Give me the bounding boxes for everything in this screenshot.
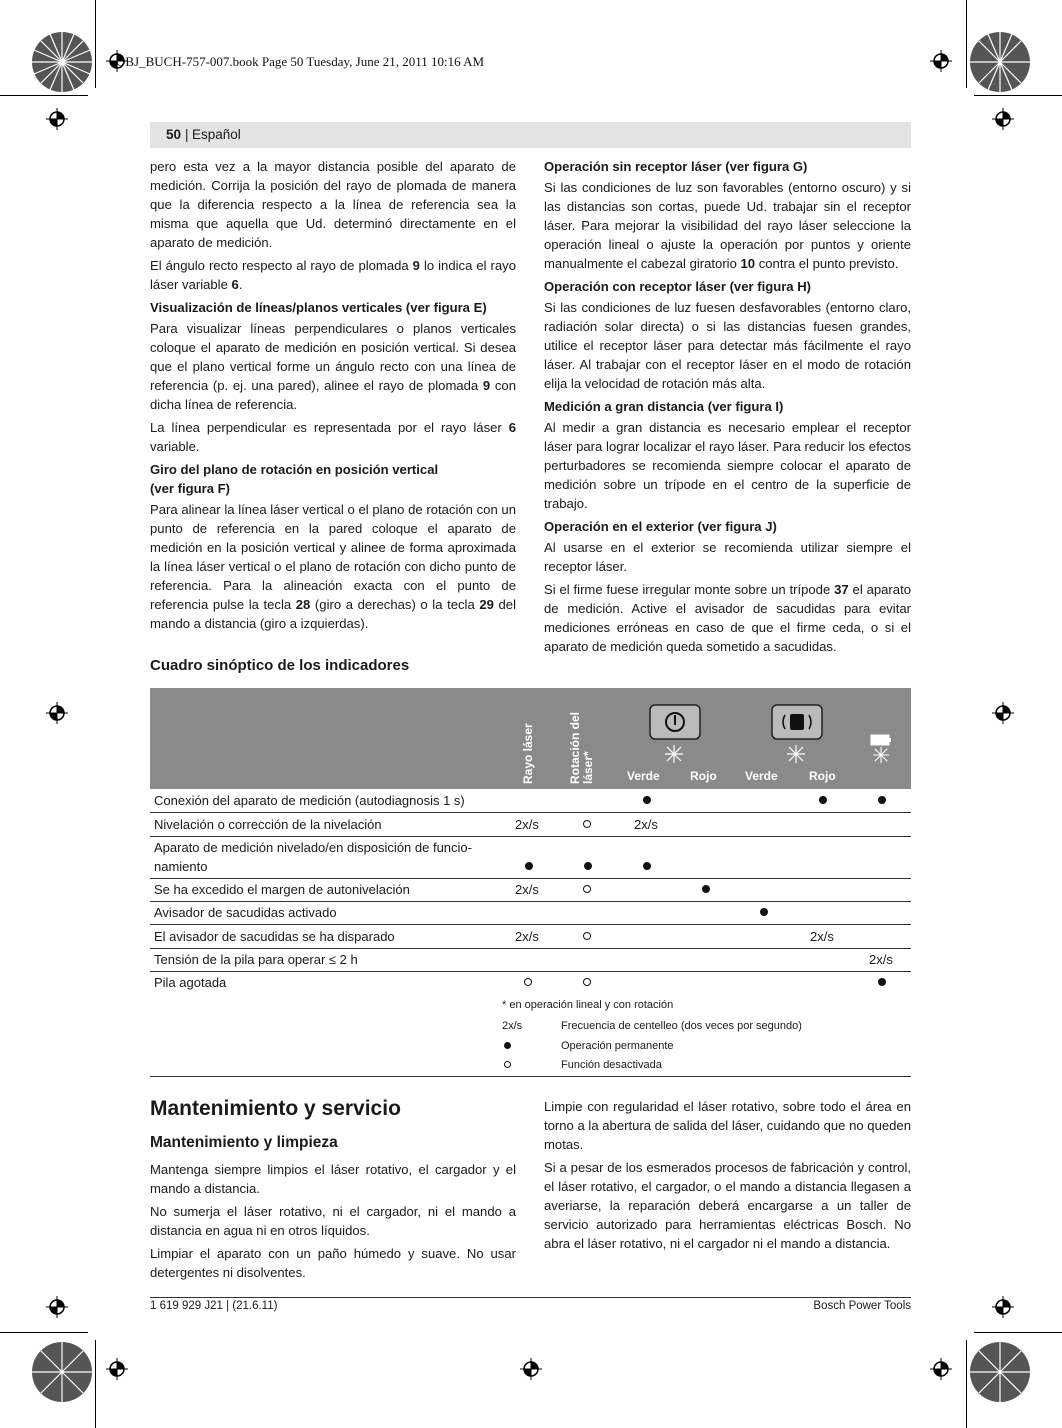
- blink-led-icon: [872, 746, 890, 764]
- paragraph: Si el firme fuese irregular monte sobre un trípode 37 el aparato de medición. Active el avisador de sacudidas para evitar mediciones erróneas en caso de que el firme ceda, o si el aparato de medición queda sometido a sacudidas.: [544, 582, 911, 654]
- page-header: [150, 122, 911, 148]
- header-rayo-laser: Rayo láser: [521, 723, 535, 784]
- table-cell: 2x/s: [515, 882, 539, 897]
- crop-mark: [966, 0, 967, 88]
- header-rojo: Rojo: [690, 769, 717, 783]
- crop-mark: [0, 95, 88, 96]
- header-verde: Verde: [627, 769, 660, 783]
- footer-right: Bosch Power Tools: [813, 1300, 911, 1312]
- paragraph: Mantenga siempre limpios el láser rotativo, el cargador y el mando a distancia.: [150, 1162, 516, 1196]
- section-title: Mantenimiento y servicio: [150, 1097, 401, 1120]
- crop-mark: [966, 1340, 967, 1428]
- power-button-icon: [648, 703, 702, 741]
- row-divider: [150, 901, 911, 902]
- maintenance-right: [544, 1097, 911, 1257]
- color-bar-icon: [30, 30, 94, 94]
- row-divider: [150, 971, 911, 972]
- shock-warning-button-icon: [770, 703, 824, 741]
- status-dot: [878, 978, 886, 986]
- registration-mark-icon: [992, 108, 1014, 130]
- section-heading: (ver figura F): [150, 481, 231, 496]
- registration-mark-icon: [520, 1358, 542, 1380]
- blink-led-icon: [786, 744, 806, 764]
- table-header: [150, 688, 911, 789]
- table-cell: 2x/s: [515, 929, 539, 944]
- paragraph: Para alinear la línea láser vertical o el plano de rotación con un punto de referencia en la pared coloque el aparato de medición en la posición vertical y alinee de forma aproximada la línea láser vertical o el plano de rotación con dicho punto de referencia. Para la alineación exacta con el punto de referencia pulse la tecla 28 (giro a derechas) o la tecla 29 del mando a distancia (giro a izquierdas).: [150, 502, 516, 631]
- color-bar-icon: [968, 1340, 1032, 1404]
- header-verde: Verde: [745, 769, 778, 783]
- legend-note: * en operación lineal y con rotación: [502, 999, 674, 1011]
- paragraph: Limpiar el aparato con un paño húmedo y suave. No usar detergentes ni disolventes.: [150, 1246, 516, 1280]
- crop-mark: [95, 1340, 96, 1428]
- table-row-label: Nivelación o corrección de la nivelación: [154, 817, 382, 832]
- crop-mark: [974, 1332, 1062, 1333]
- table-row-label: Aparato de medición nivelado/en disposición de funcio- namiento: [154, 840, 472, 874]
- paragraph: Si las condiciones de luz fuesen desfavorables (entorno claro, radiación solar directa) o si las distancias fuesen grandes, utilice el receptor láser para detectar más fácilmente el rayo láser. Al trabajar con el receptor láser en el modo de rotación elija la velocidad de rotación más alta.: [544, 300, 911, 391]
- table-row-label: El avisador de sacudidas se ha disparado: [154, 929, 395, 944]
- left-column: [150, 157, 516, 637]
- color-bar-icon: [30, 1340, 94, 1404]
- paragraph: La línea perpendicular es representada por el rayo láser 6 variable.: [150, 420, 516, 454]
- status-ring: [583, 885, 591, 893]
- row-divider: [150, 812, 911, 813]
- status-dot: [878, 796, 886, 804]
- registration-mark-icon: [992, 702, 1014, 724]
- row-divider: [150, 924, 911, 925]
- blink-led-icon: [664, 744, 684, 764]
- paragraph: pero esta vez a la mayor distancia posible del aparato de medición. Corrija la posición del rayo de plomada de manera que la diferencia respecto a la línea de referencia sea la misma que aquella que Ud. determinó directamente en el aparato de medición.: [150, 159, 516, 250]
- legend-text: Función desactivada: [561, 1059, 662, 1071]
- header-rojo: Rojo: [809, 769, 836, 783]
- row-divider: [150, 878, 911, 879]
- section-heading: Operación sin receptor láser (ver figura G): [544, 159, 808, 174]
- status-dot: [702, 885, 710, 893]
- section-heading: Visualización de líneas/planos verticales (ver figura E): [150, 300, 487, 315]
- table-row-label: Se ha excedido el margen de autonivelación: [154, 882, 410, 897]
- status-dot: [643, 796, 651, 804]
- section-heading: Giro del plano de rotación en posición vertical: [150, 462, 439, 477]
- crop-mark: [974, 95, 1062, 96]
- registration-mark-icon: [992, 1296, 1014, 1318]
- section-heading: Operación con receptor láser (ver figura H): [544, 279, 812, 294]
- footer-left: 1 619 929 J21 | (21.6.11): [150, 1300, 278, 1312]
- status-ring: [524, 978, 532, 986]
- crop-mark: [95, 0, 96, 88]
- registration-mark-icon: [46, 108, 68, 130]
- battery-icon: [870, 734, 892, 746]
- status-dot: [760, 908, 768, 916]
- paragraph: Para visualizar líneas perpendiculares o planos verticales coloque el aparato de medición en posición vertical. Si desea que el plano vertical forme un ángulo recto con una línea de referencia (p. ej. una pared), alinee el rayo de plomada 9 con dicha línea de referencia.: [150, 321, 516, 412]
- book-info-line: OBJ_BUCH-757-007.book Page 50 Tuesday, June 21, 2011 10:16 AM: [116, 54, 485, 69]
- section-heading: Medición a gran distancia (ver figura I): [544, 399, 784, 414]
- status-ring: [583, 978, 591, 986]
- legend-dot: [504, 1042, 511, 1049]
- table-title: Cuadro sinóptico de los indicadores: [150, 657, 410, 674]
- row-divider: [150, 836, 911, 837]
- paragraph: Si las condiciones de luz son favorables (entorno oscuro) y si las distancias son cortas, puede Ud. trabajar sin el receptor láser. Para mejorar la visibilidad del rayo láser seleccione la operación lineal o ajuste la operación por puntos y oriente manualmente el cabezal giratorio 10 contra el punto previsto.: [544, 180, 911, 271]
- table-cell: 2x/s: [810, 929, 834, 944]
- table-row-label: Pila agotada: [154, 975, 227, 990]
- footer-divider: [150, 1297, 911, 1298]
- section-subtitle: Mantenimiento y limpieza: [150, 1134, 338, 1151]
- registration-mark-icon: [930, 50, 952, 72]
- paragraph: Al usarse en el exterior se recomienda utilizar siempre el receptor láser.: [544, 540, 911, 574]
- status-dot: [525, 862, 533, 870]
- paragraph: Limpie con regularidad el láser rotativo, sobre todo el área en torno a la abertura de salida del láser, cuidando que no queden motas.: [544, 1099, 911, 1152]
- status-dot: [643, 862, 651, 870]
- header-rotacion-laser: Rotación del láser*: [568, 711, 595, 784]
- table-row-label: Conexión del aparato de medición (autodiagnosis 1 s): [154, 793, 465, 808]
- legend-text: Frecuencia de centelleo (dos veces por segundo): [561, 1020, 802, 1032]
- legend-text: Operación permanente: [561, 1040, 674, 1052]
- status-ring: [583, 820, 591, 828]
- table-cell: 2x/s: [515, 817, 539, 832]
- page-number: 50: [166, 127, 182, 142]
- legend-key: 2x/s: [502, 1020, 523, 1032]
- right-column: [544, 157, 911, 660]
- row-divider: [150, 948, 911, 949]
- header-separator: |: [185, 127, 189, 142]
- registration-mark-icon: [46, 1296, 68, 1318]
- color-bar-icon: [968, 30, 1032, 94]
- paragraph: El ángulo recto respecto al rayo de plomada 9 lo indica el rayo láser variable 6.: [150, 258, 516, 292]
- table-row-label: Tensión de la pila para operar ≤ 2 h: [154, 952, 358, 967]
- status-dot: [819, 796, 827, 804]
- section-heading: Operación en el exterior (ver figura J): [544, 519, 777, 534]
- paragraph: Si a pesar de los esmerados procesos de fabricación y control, el láser rotativo, el cargador, o el mando a distancia llegasen a averiarse, la reparación deberá encargarse a un taller de servicio autorizado para herramientas eléctricas Bosch. No abra el láser rotativo, ni el cargador ni el mando a distancia.: [544, 1160, 911, 1251]
- status-ring: [583, 932, 591, 940]
- table-cell: 2x/s: [634, 817, 658, 832]
- paragraph: No sumerja el láser rotativo, ni el cargador, ni el mando a distancia en agua ni en otros líquidos.: [150, 1204, 516, 1238]
- crop-mark: [0, 1332, 88, 1333]
- status-dot: [584, 862, 592, 870]
- table-bottom-line: [150, 1076, 911, 1077]
- registration-mark-icon: [930, 1358, 952, 1380]
- table-cell: 2x/s: [869, 952, 893, 967]
- table-row-label: Avisador de sacudidas activado: [154, 905, 337, 920]
- registration-mark-icon: [46, 702, 68, 724]
- legend-ring: [504, 1061, 511, 1068]
- header-language: Español: [192, 127, 241, 142]
- maintenance-left: [150, 1160, 516, 1286]
- paragraph: Al medir a gran distancia es necesario emplear el receptor láser para lograr localizar el rayo láser. Para reducir los efectos perturbadores se recomienda siempre colocar el aparato de medición sobre un trípode en el centro de la superficie de trabajo.: [544, 420, 911, 511]
- registration-mark-icon: [106, 1358, 128, 1380]
